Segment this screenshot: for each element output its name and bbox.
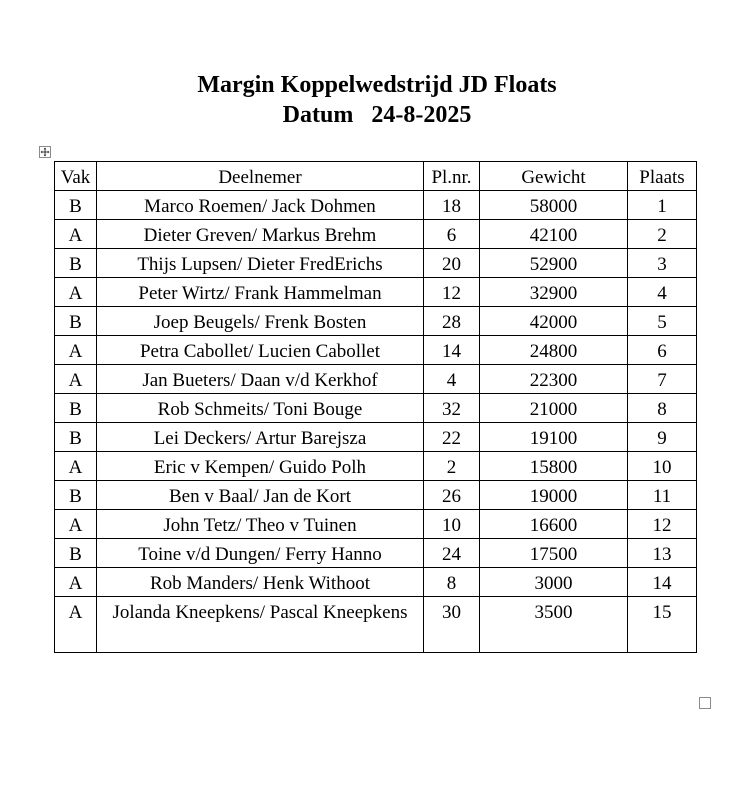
cell-plnr[interactable]: 6 <box>424 220 480 249</box>
cell-gewicht[interactable]: 32900 <box>480 278 628 307</box>
cell-plnr[interactable]: 4 <box>424 365 480 394</box>
cell-gewicht[interactable]: 17500 <box>480 539 628 568</box>
table-row <box>55 539 697 568</box>
table-row <box>55 597 697 653</box>
table-row <box>55 365 697 394</box>
cell-gewicht[interactable]: 3000 <box>480 568 628 597</box>
cell-vak[interactable]: B <box>55 423 97 452</box>
cell-gewicht[interactable]: 3500 <box>480 597 628 653</box>
cell-plaats[interactable]: 6 <box>628 336 697 365</box>
cell-vak[interactable]: B <box>55 191 97 220</box>
table-move-handle[interactable] <box>39 146 51 158</box>
cell-gewicht[interactable]: 24800 <box>480 336 628 365</box>
cell-plnr[interactable]: 8 <box>424 568 480 597</box>
cell-gewicht[interactable]: 22300 <box>480 365 628 394</box>
cell-gewicht[interactable]: 42000 <box>480 307 628 336</box>
cell-vak[interactable]: A <box>55 597 97 653</box>
table-row <box>55 568 697 597</box>
cell-gewicht[interactable]: 16600 <box>480 510 628 539</box>
header-plnr[interactable]: Pl.nr. <box>424 162 480 191</box>
cell-plnr[interactable]: 14 <box>424 336 480 365</box>
cell-plaats[interactable]: 1 <box>628 191 697 220</box>
cell-plnr[interactable]: 12 <box>424 278 480 307</box>
cell-deelnemer[interactable]: Joep Beugels/ Frenk Bosten <box>97 307 424 336</box>
cell-deelnemer[interactable]: Rob Schmeits/ Toni Bouge <box>97 394 424 423</box>
cell-plaats[interactable]: 14 <box>628 568 697 597</box>
cell-deelnemer[interactable]: Jan Bueters/ Daan v/d Kerkhof <box>97 365 424 394</box>
table-row <box>55 394 697 423</box>
cell-gewicht[interactable]: 15800 <box>480 452 628 481</box>
cell-deelnemer[interactable]: Toine v/d Dungen/ Ferry Hanno <box>97 539 424 568</box>
table-resize-handle[interactable] <box>699 697 711 709</box>
cell-plnr[interactable]: 22 <box>424 423 480 452</box>
cell-deelnemer[interactable]: Peter Wirtz/ Frank Hammelman <box>97 278 424 307</box>
header-plaats[interactable]: Plaats <box>628 162 697 191</box>
cell-gewicht[interactable]: 19000 <box>480 481 628 510</box>
cell-plnr[interactable]: 2 <box>424 452 480 481</box>
table-row <box>55 191 697 220</box>
cell-vak[interactable]: A <box>55 568 97 597</box>
cell-vak[interactable]: B <box>55 394 97 423</box>
cell-plaats[interactable]: 11 <box>628 481 697 510</box>
cell-plaats[interactable]: 5 <box>628 307 697 336</box>
cell-plaats[interactable]: 12 <box>628 510 697 539</box>
cell-plnr[interactable]: 18 <box>424 191 480 220</box>
table-row <box>55 481 697 510</box>
cell-plaats[interactable]: 3 <box>628 249 697 278</box>
cell-plaats[interactable]: 2 <box>628 220 697 249</box>
header-gewicht[interactable]: Gewicht <box>480 162 628 191</box>
cell-vak[interactable]: B <box>55 539 97 568</box>
cell-deelnemer[interactable]: Eric v Kempen/ Guido Polh <box>97 452 424 481</box>
cell-plaats[interactable]: 4 <box>628 278 697 307</box>
table-row <box>55 452 697 481</box>
cell-plaats[interactable]: 13 <box>628 539 697 568</box>
header-deelnemer[interactable]: Deelnemer <box>97 162 424 191</box>
table-row <box>55 307 697 336</box>
move-arrows-icon <box>40 147 50 157</box>
cell-plaats[interactable]: 10 <box>628 452 697 481</box>
cell-plnr[interactable]: 10 <box>424 510 480 539</box>
cell-gewicht[interactable]: 21000 <box>480 394 628 423</box>
table-row <box>55 220 697 249</box>
cell-gewicht[interactable]: 58000 <box>480 191 628 220</box>
cell-vak[interactable]: B <box>55 307 97 336</box>
document-date: Datum 24-8-2025 <box>282 102 472 128</box>
cell-vak[interactable]: A <box>55 452 97 481</box>
cell-plnr[interactable]: 30 <box>424 597 480 653</box>
cell-deelnemer[interactable]: Ben v Baal/ Jan de Kort <box>97 481 424 510</box>
cell-gewicht[interactable]: 52900 <box>480 249 628 278</box>
cell-vak[interactable]: B <box>55 481 97 510</box>
cell-deelnemer[interactable]: Marco Roemen/ Jack Dohmen <box>97 191 424 220</box>
cell-vak[interactable]: A <box>55 220 97 249</box>
cell-deelnemer[interactable]: Jolanda Kneepkens/ Pascal Kneepkens <box>97 597 424 653</box>
cell-deelnemer[interactable]: Dieter Greven/ Markus Brehm <box>97 220 424 249</box>
cell-deelnemer[interactable]: Thijs Lupsen/ Dieter FredErichs <box>97 249 424 278</box>
document-title: Margin Koppelwedstrijd JD Floats <box>197 72 557 98</box>
cell-plnr[interactable]: 24 <box>424 539 480 568</box>
cell-deelnemer[interactable]: Rob Manders/ Henk Withoot <box>97 568 424 597</box>
cell-vak[interactable]: B <box>55 249 97 278</box>
header-vak[interactable]: Vak <box>55 162 97 191</box>
results-table <box>54 161 697 653</box>
table-row <box>55 423 697 452</box>
cell-plaats[interactable]: 7 <box>628 365 697 394</box>
cell-deelnemer[interactable]: Petra Cabollet/ Lucien Cabollet <box>97 336 424 365</box>
cell-vak[interactable]: A <box>55 510 97 539</box>
cell-plaats[interactable]: 8 <box>628 394 697 423</box>
cell-vak[interactable]: A <box>55 336 97 365</box>
cell-gewicht[interactable]: 19100 <box>480 423 628 452</box>
cell-gewicht[interactable]: 42100 <box>480 220 628 249</box>
cell-deelnemer[interactable]: Lei Deckers/ Artur Barejsza <box>97 423 424 452</box>
cell-plnr[interactable]: 32 <box>424 394 480 423</box>
cell-vak[interactable]: A <box>55 278 97 307</box>
table-row <box>55 510 697 539</box>
table-row <box>55 278 697 307</box>
cell-plnr[interactable]: 20 <box>424 249 480 278</box>
table-row <box>55 336 697 365</box>
cell-deelnemer[interactable]: John Tetz/ Theo v Tuinen <box>97 510 424 539</box>
cell-plaats[interactable]: 9 <box>628 423 697 452</box>
cell-vak[interactable]: A <box>55 365 97 394</box>
cell-plnr[interactable]: 28 <box>424 307 480 336</box>
cell-plaats[interactable]: 15 <box>628 597 697 653</box>
table-header-row <box>55 162 697 191</box>
table-row <box>55 249 697 278</box>
cell-plnr[interactable]: 26 <box>424 481 480 510</box>
